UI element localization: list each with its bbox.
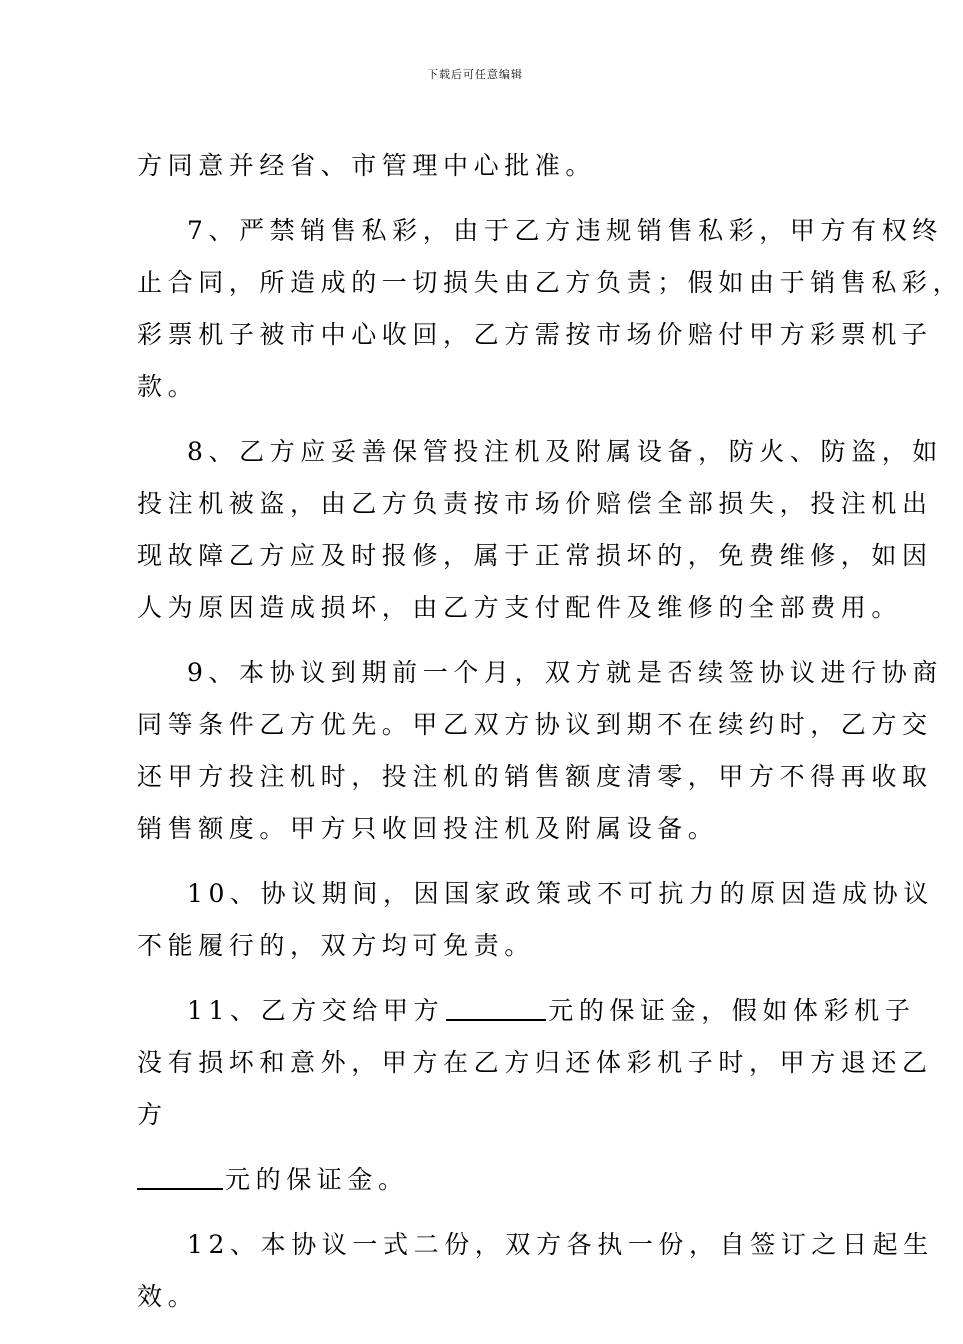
clause-12-line: 12、本协议一式二份，双方各执一份，自签订之日起生 — [187, 1230, 934, 1259]
clause-11-line: 没有损坏和意外，甲方在乙方归还体彩机子时，甲方退还乙 — [137, 1048, 933, 1077]
clause-7-line: 款。 — [137, 372, 199, 401]
clause-8-line: 投注机被盗，由乙方负责按市场价赔偿全部损失，投注机出 — [137, 489, 933, 518]
paragraph-line: 方同意并经省、市管理中心批准。 — [137, 151, 597, 180]
clause-11-line — [137, 985, 916, 1037]
clause-9-line: 9、本协议到期前一个月，双方就是否续签协议进行协商 — [187, 658, 943, 687]
clause-11-text-end: 元的保证金，假如体彩机子 — [548, 996, 916, 1025]
clause-11-text-start: 11、乙方交给甲方 — [187, 996, 445, 1025]
clause-11-line: 方 — [137, 1100, 168, 1129]
clause-8-line: 人为原因造成损坏，由乙方支付配件及维修的全部费用。 — [137, 593, 903, 622]
deposit-amount-blank — [446, 997, 546, 1021]
refund-amount-blank — [137, 1166, 223, 1190]
clause-8-line: 现故障乙方应及时报修，属于正常损坏的，免费维修，如因 — [137, 541, 933, 570]
clause-8-line: 8、乙方应妥善保管投注机及附属设备，防火、防盗，如 — [187, 437, 943, 466]
clause-9-line: 还甲方投注机时，投注机的销售额度清零，甲方不得再收取 — [137, 762, 933, 791]
clause-11-line — [137, 1154, 837, 1206]
clause-9-line: 同等条件乙方优先。甲乙双方协议到期不在续约时，乙方交 — [137, 710, 933, 739]
clause-9-line: 销售额度。甲方只收回投注机及附属设备。 — [137, 814, 719, 843]
clause-11-refund-text: 元的保证金。 — [225, 1165, 409, 1194]
clause-7-line: 7、严禁销售私彩，由于乙方违规销售私彩，甲方有权终 — [187, 216, 943, 245]
page-header: 下载后可任意编辑 — [427, 68, 523, 81]
clause-10-line: 不能履行的，双方均可免责。 — [137, 931, 535, 960]
clause-12-line: 效。 — [137, 1282, 199, 1311]
clause-7-line: 止合同，所造成的一切损失由乙方负责；假如由于销售私彩， — [137, 268, 963, 297]
clause-7-line: 彩票机子被市中心收回，乙方需按市场价赔付甲方彩票机子 — [137, 320, 933, 349]
document-body — [137, 140, 963, 1323]
clause-10-line: 10、协议期间，因国家政策或不可抗力的原因造成协议 — [187, 879, 934, 908]
